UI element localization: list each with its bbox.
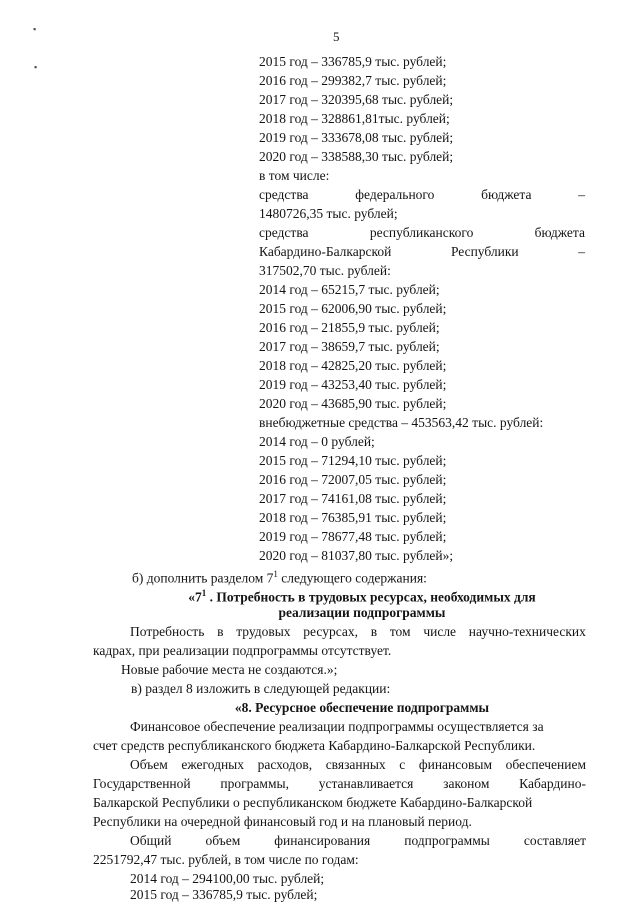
- paragraph-line: [130, 832, 586, 849]
- superscript: 1: [201, 588, 207, 598]
- word: средства: [259, 187, 309, 202]
- word: бюджета: [534, 225, 585, 240]
- word: Потребность: [130, 624, 205, 639]
- word: финансирования: [274, 833, 371, 848]
- list-item: 2014 год – 65215,7 тыс. рублей;: [259, 282, 440, 297]
- paragraph-line: Балкарской Республики о республиканском бюджете Кабардино-Балкарской: [93, 795, 533, 810]
- list-item: 2018 год – 76385,91 тыс. рублей;: [259, 510, 447, 525]
- paragraph-line: Новые рабочие места не создаются.»;: [121, 662, 338, 677]
- word: Кабардино-: [519, 776, 586, 791]
- word: том: [389, 624, 411, 639]
- list-item: 2017 год – 38659,7 тыс. рублей;: [259, 339, 440, 354]
- list-item: 2020 год – 81037,80 тыс. рублей»;: [259, 548, 454, 563]
- word: ресурсах,: [303, 624, 358, 639]
- list-item: внебюджетные средства – 453563,42 тыс. рублей:: [259, 415, 544, 430]
- word: –: [578, 244, 585, 259]
- word: ежегодных: [181, 757, 244, 772]
- word: федерального: [355, 187, 435, 202]
- page-number: 5: [333, 29, 340, 44]
- item-b-prefix: б) дополнить разделом 7: [132, 570, 274, 586]
- list-item: 2019 год – 78677,48 тыс. рублей;: [259, 529, 447, 544]
- paragraph-line: 2251792,47 тыс. рублей, в том числе по годам:: [93, 852, 359, 867]
- word: обеспечением: [505, 757, 586, 772]
- section-heading-7-1: [132, 585, 592, 606]
- list-item: 2016 год – 21855,9 тыс. рублей;: [259, 320, 440, 335]
- word: числе: [423, 624, 457, 639]
- paragraph-line: счет средств республиканского бюджета Кабардино-Балкарской Республики.: [93, 738, 536, 753]
- list-item: 2015 год – 336785,9 тыс. рублей;: [259, 54, 447, 69]
- superscript: 1: [273, 569, 278, 579]
- word: финансовым: [418, 757, 492, 772]
- word: расходов,: [257, 757, 313, 772]
- word: Объем: [130, 757, 168, 772]
- list-item: 2018 год – 328861,81тыс. рублей;: [259, 111, 450, 126]
- list-item: 2015 год – 71294,10 тыс. рублей;: [259, 453, 447, 468]
- word: Государственной: [93, 776, 191, 791]
- federal-budget-amount: 1480726,35 тыс. рублей;: [259, 206, 398, 221]
- list-item: 2014 год – 0 рублей;: [259, 434, 375, 449]
- scan-mark: ▪: [33, 24, 37, 34]
- list-item: 2016 год – 299382,7 тыс. рублей;: [259, 73, 447, 88]
- item-v: в) раздел 8 изложить в следующей редакции:: [131, 681, 391, 696]
- heading-line-1: . Потребность в трудовых ресурсах, необходимых для: [206, 589, 536, 605]
- word: научно-технических: [468, 624, 586, 639]
- paragraph-line: кадрах, при реализации подпрограммы отсутствует.: [93, 643, 392, 658]
- republican-budget-line: [259, 224, 585, 241]
- list-item: 2019 год – 43253,40 тыс. рублей;: [259, 377, 447, 392]
- list-item: 2015 год – 336785,9 тыс. рублей;: [130, 887, 318, 902]
- word: в: [217, 624, 224, 639]
- item-b-suffix: следующего содержания:: [277, 570, 427, 586]
- list-item: 2020 год – 338588,30 тыс. рублей;: [259, 149, 454, 164]
- list-item: 2016 год – 72007,05 тыс. рублей;: [259, 472, 447, 487]
- list-item: 2017 год – 74161,08 тыс. рублей;: [259, 491, 447, 506]
- list-item: 2015 год – 62006,90 тыс. рублей;: [259, 301, 447, 316]
- word: составляет: [523, 833, 586, 848]
- paragraph-line: [130, 623, 586, 640]
- word: подпрограммы: [404, 833, 490, 848]
- list-item: 2020 год – 43685,90 тыс. рублей;: [259, 396, 447, 411]
- word: трудовых: [236, 624, 291, 639]
- word: –: [578, 187, 585, 202]
- word: Общий: [130, 833, 172, 848]
- word: программы,: [220, 776, 289, 791]
- word: устанавливается: [318, 776, 414, 791]
- word: связанных: [325, 757, 386, 772]
- word: Республики: [450, 244, 519, 259]
- word: Кабардино-Балкарской: [259, 244, 392, 259]
- republican-budget-line-2: [259, 243, 585, 260]
- list-item: в том числе:: [259, 168, 330, 183]
- heading-open: «7: [188, 589, 202, 605]
- list-item: 2017 год – 320395,68 тыс. рублей;: [259, 92, 454, 107]
- federal-budget-line: [259, 186, 585, 203]
- scan-mark: ▪: [34, 62, 38, 72]
- word: республиканского: [369, 225, 474, 240]
- section-heading-7-1-cont: реализации подпрограммы: [278, 605, 446, 620]
- list-item: 2019 год – 333678,08 тыс. рублей;: [259, 130, 454, 145]
- paragraph-line: [93, 775, 586, 792]
- item-b: [132, 566, 427, 587]
- word: законом: [443, 776, 490, 791]
- paragraph-line: Республики на очередной финансовый год и на плановый период.: [93, 814, 472, 829]
- word: бюджета: [481, 187, 532, 202]
- section-heading-8: «8. Ресурсное обеспечение подпрограммы: [234, 700, 490, 715]
- word: с: [399, 757, 406, 772]
- list-item: 2014 год – 294100,00 тыс. рублей;: [130, 871, 325, 886]
- word: средства: [259, 225, 309, 240]
- word: объем: [205, 833, 241, 848]
- republican-budget-amount: 317502,70 тыс. рублей:: [259, 263, 391, 278]
- list-item: 2018 год – 42825,20 тыс. рублей;: [259, 358, 447, 373]
- paragraph-line: Финансовое обеспечение реализации подпрограммы осуществляется за: [130, 719, 544, 734]
- paragraph-line: [130, 756, 586, 773]
- word: в: [370, 624, 378, 639]
